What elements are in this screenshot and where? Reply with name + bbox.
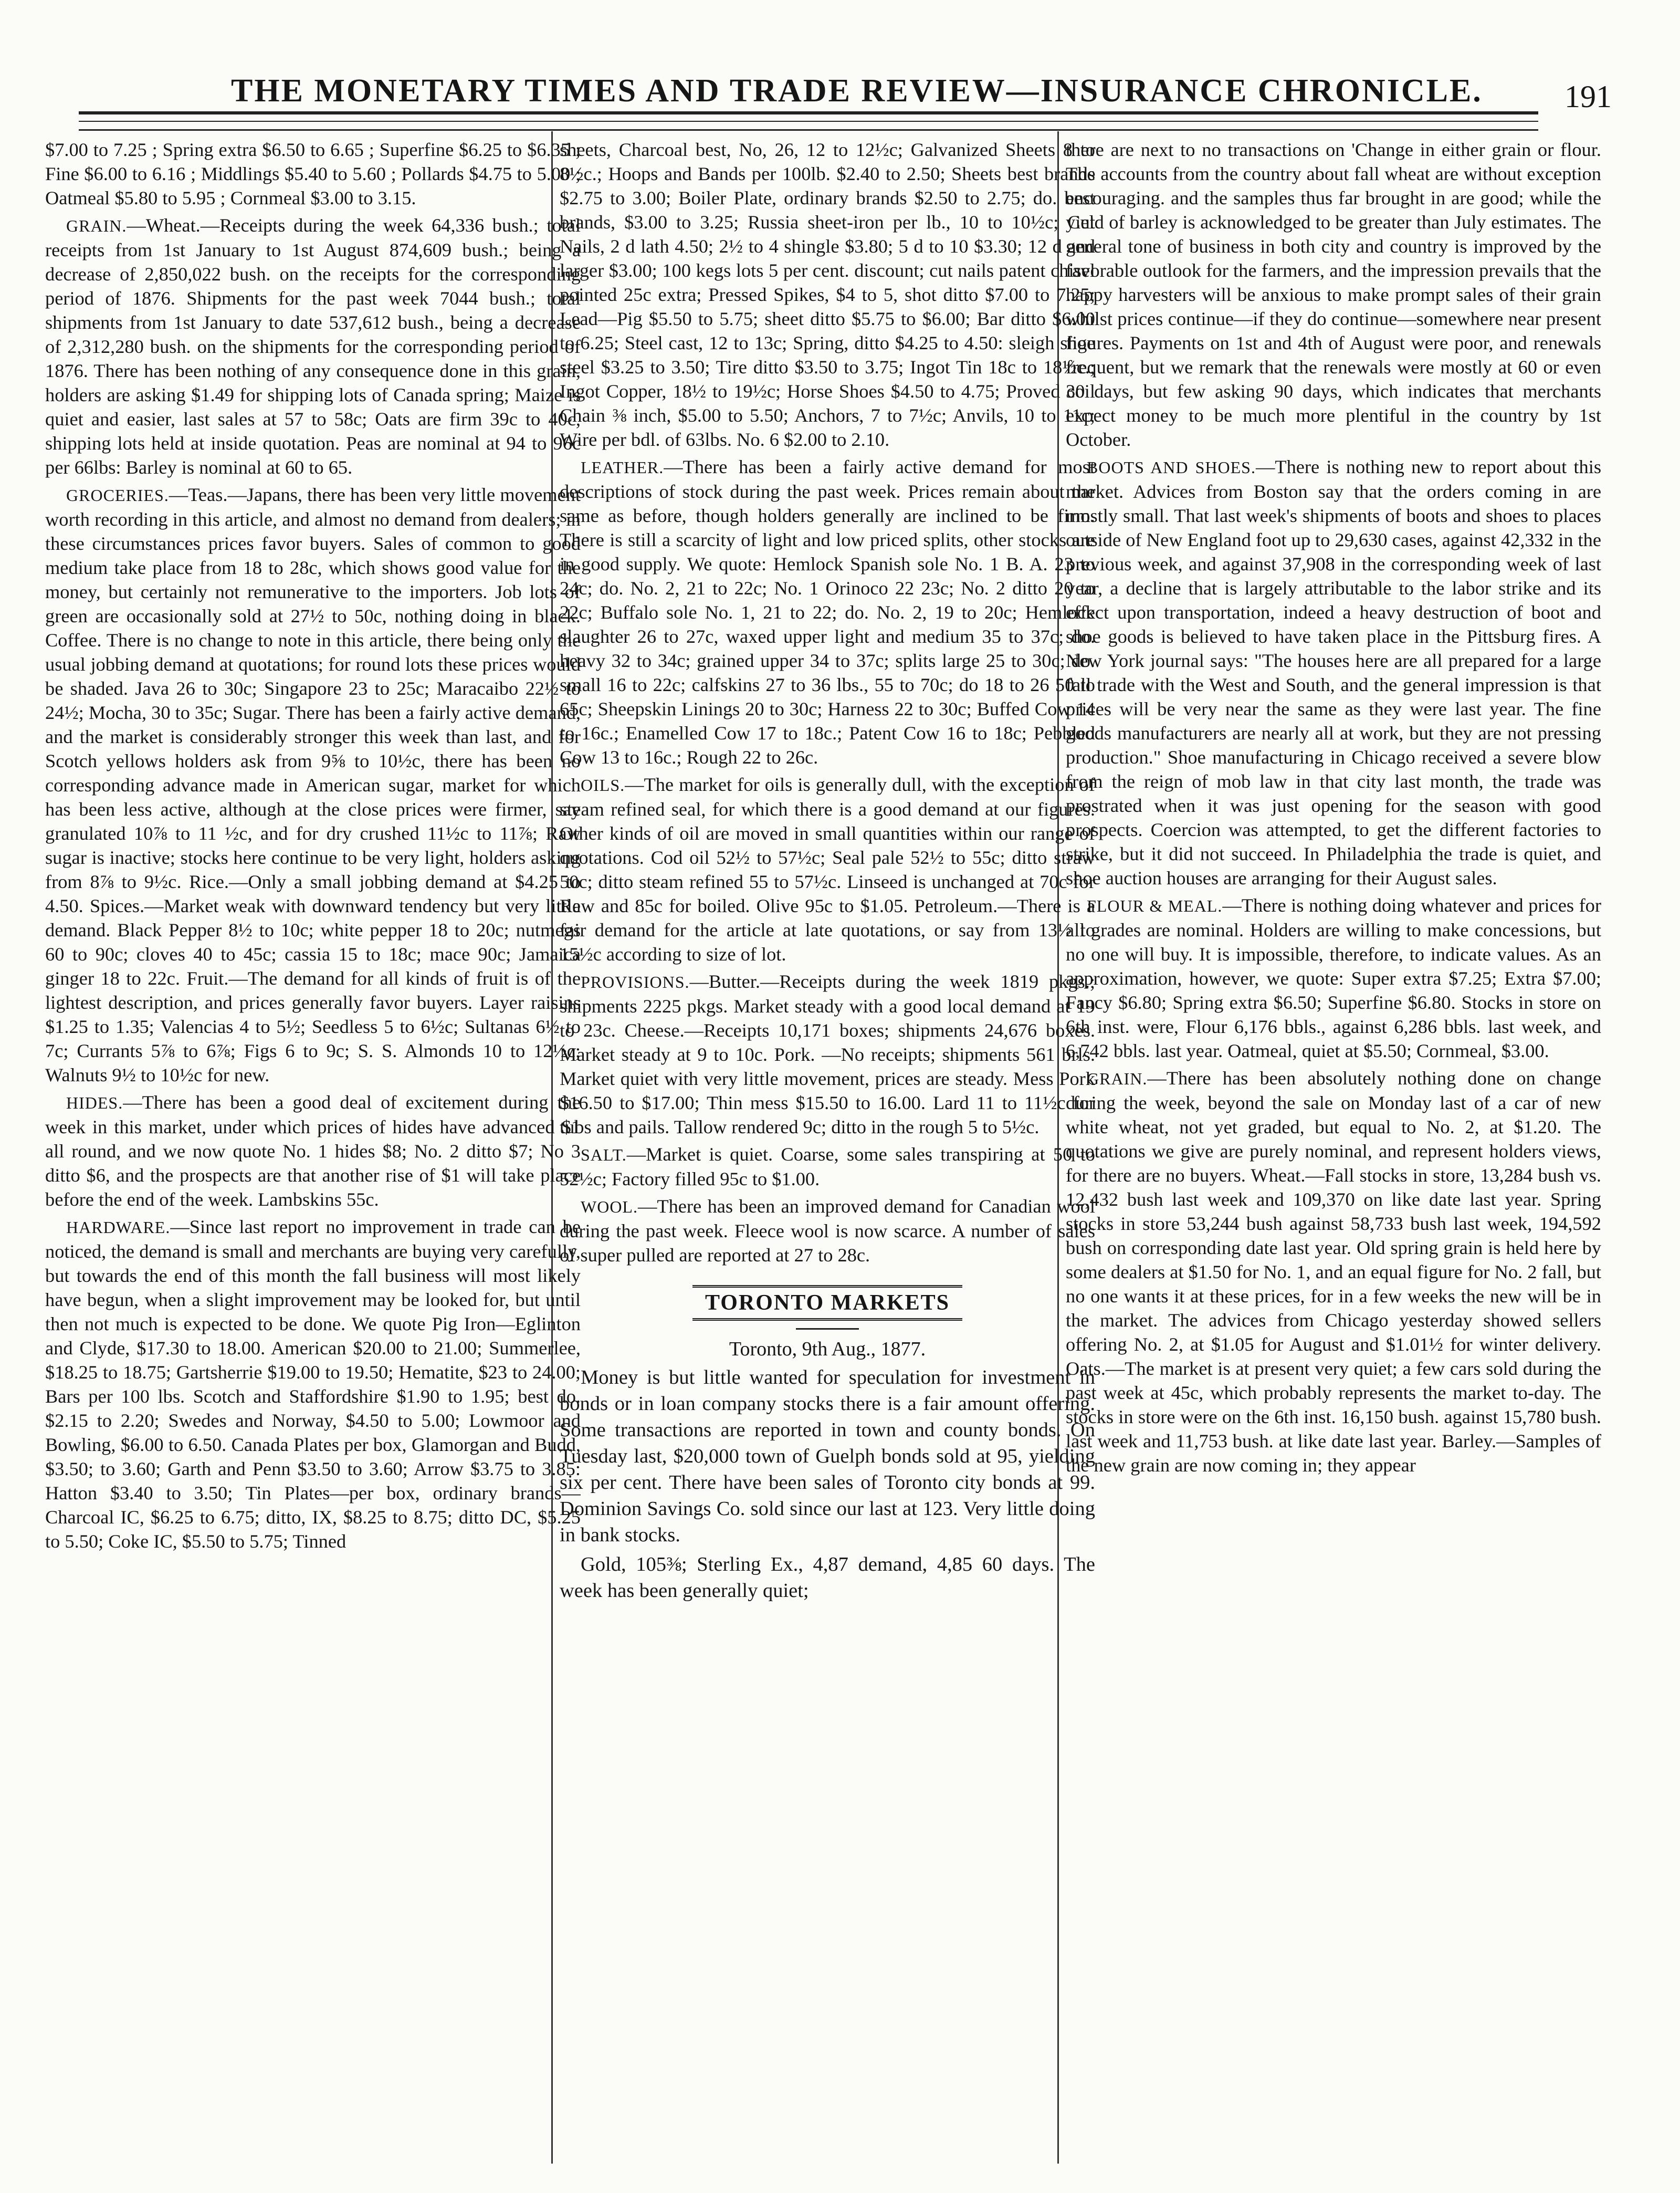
masthead-title: THE MONETARY TIMES AND TRADE REVIEW—INSURANCE CHRONICLE. [231, 73, 1483, 109]
section-lead-toronto-grain: GRAIN. [1087, 1069, 1148, 1088]
header-rule-thin [79, 121, 1538, 122]
provisions-section [560, 969, 1095, 1139]
toronto-markets-title: TORONTO MARKETS [692, 1285, 962, 1321]
boots-shoes-section [1066, 455, 1601, 890]
flour-meal-section [1066, 893, 1601, 1063]
column-2 [560, 138, 1095, 2175]
hardware-continued: sheets, Charcoal best, No, 26, 12 to 12½c; Galvanized Sheets 8 to 8½c.; Hoops and Bands per 100lb. $2.40 to 2.50; Sheets best brands $2.75 to 3.00; Boiler Plate, ordinary brands $2.50 to 2.75; do. best brands, $3.00 to 3.25; Russia sheet-iron per lb., 10 to 10½c; Cut Nails, 2 d lath 4.50; 2½ to 4 shingle $3.80; 5 d to 10 $3.30; 12 d and larger $3.00; 100 kegs lots 5 per cent. discount; cut nails patent chisel pointed 25c extra; Pressed Spikes, $4 to 5, shot ditto $7.00 to 7.25; Lead—Pig $5.50 to 5.75; sheet ditto $5.75 to $6.00; Bar ditto $6.00 to 6.25; Steel cast, 12 to 13c; Spring, ditto $4.25 to 4.50: sleigh shoe steel $3.25 to 3.50; Tire ditto $3.50 to 3.75; Ingot Tin 18c to 18½c.; Ingot Copper, 18½ to 19½c; Horse Shoes $4.50 to 4.75; Proved coil Chain ⅜ inch, $5.00 to 5.50; Anchors, 7 to 7½c; Anvils, 10 to 11c; Wire per bdl. of 63lbs. No. 6 $2.00 to 2.10. [560, 139, 1095, 450]
section-lead-groceries: GROCERIES. [66, 486, 169, 505]
hardware-section [45, 1215, 581, 1553]
provisions-text: —Butter.—Receipts during the week 1819 pkgs.; shipments 2225 pkgs. Market steady with a good local demand at 19 to 23c. Cheese.—Receipts 10,171 boxes; shipments 24,676 boxes. Market steady at 9 to 10c. Pork. —No receipts; shipments 561 brls. Market quiet with very little movement, prices are steady. Mess Pork $16.50 to $17.00; Thin mess $15.50 to 16.00. Lard 11 to 11½c for tubs and pails. Tallow rendered 9c; ditto in the rough 5 to 5½c. [560, 971, 1095, 1137]
section-lead-salt: SALT. [581, 1145, 627, 1164]
toronto-money-market [560, 1364, 1095, 1604]
toronto-markets-heading [560, 1285, 1095, 1321]
section-lead-provisions: PROVISIONS. [581, 973, 690, 991]
section-lead-boots-shoes: BOOTS AND SHOES. [1087, 458, 1256, 477]
gold-paragraph: Gold, 105⅜; Sterling Ex., 4,87 demand, 4,85 60 days. The week has been generally quiet; [560, 1553, 1095, 1602]
oils-text: —The market for oils is generally dull, with the exception of steam refined seal, for which there is a good demand at our figures. Other kinds of oil are moved in small quantities within our range of quotations. Cod oil 52½ to 57½c; Seal pale 52½ to 55c; ditto straw 50c; ditto steam refined 55 to 57½c. Linseed is unchanged at 70c for Raw and 85c for boiled. Olive 95c to $1.05. Petroleum.—There is a fair demand for the article at late quotations, or say from 13½ to 15½c according to size of lot. [560, 774, 1095, 965]
toronto-grain-section [1066, 1066, 1601, 1477]
column-3 [1066, 138, 1601, 2175]
section-lead-hides: HIDES. [66, 1093, 123, 1112]
flour-prices-continued: $7.00 to 7.25 ; Spring extra $6.50 to 6.65 ; Superfine $6.25 to $6.35 ; Fine $6.00 to 6.16 ; Middlings $5.40 to 5.60 ; Pollards $4.75 to 5.00 ; Oatmeal $5.80 to 5.95 ; Cornmeal $3.00 to 3.15. [45, 139, 581, 208]
toronto-markets-date: Toronto, 9th Aug., 1877. [729, 1338, 926, 1360]
leather-text: —There has been a fairly active demand for most descriptions of stock during the past week. Prices remain about the same as before, though holders generally are inclined to be firm. There is still a scarcity of light and low priced splits, other stocks are in good supply. We quote: Hemlock Spanish sole No. 1 B. A. 23 to 24c; do. No. 2, 21 to 22c; No. 1 Orinoco 22 23c; No. 2 ditto 20 to 22c; Buffalo sole No. 1, 21 to 22; do. No. 2, 19 to 20c; Hemlock slaughter 26 to 27c, waxed upper light and medium 35 to 37c; do. heavy 32 to 34c; grained upper 34 to 37c; splits large 25 to 30c; do. small 16 to 22c; calfskins 27 to 36 lbs., 55 to 70c; do 18 to 26 50 to 65c; Sheepskin Linings 20 to 30c; Harness 22 to 30c; Buffed Cow 14 to 16c.; Enamelled Cow 17 to 18c.; Patent Cow 16 to 18c; Pebbled Cow 13 to 16c.; Rough 22 to 26c. [560, 456, 1095, 768]
header-rule-thick [79, 111, 1538, 114]
section-lead-wool: WOOL. [581, 1197, 638, 1216]
groceries-text: —Teas.—Japans, there has been very little movement worth recording in this article, and almost no demand from dealers; in these circumstances prices favor buyers. Sales of common to good medium take place from 18 to 28c, which shows good value for the money, but certainly not remunerative to the importers. Job lots of green are occasionally sold at 27½ to 50c, nothing doing in black. Coffee. There is no change to note in this article, there being only the usual jobbing demand at quotations; for round lots these prices would be shaded. Java 26 to 30c; Singapore 23 to 25c; Maracaibo 22½ to 24½; Mocha, 30 to 35c; Sugar. There has been a fairly active demand, and the market is considerably stronger this week than last, and for Scotch yellows holders ask from 9⅝ to 10½c, there has been no corresponding advance made in American sugar, market for which has been less active, although at the close prices were firmer, say granulated 10⅞ to 11 ½c, and for dry crushed 11½c to 11⅞; Raw sugar is inactive; stocks here continue to be very light, holders asking from 8⅞ to 9½c. Rice.—Only a small jobbing demand at $4.25 to 4.50. Spices.—Market weak with downward tendency but very little demand. Black Pepper 8½ to 10c; white pepper 18 to 20c; nutmegs 60 to 90c; cloves 40 to 45c; cassia 15 to 18c; mace 90c; Jamaica ginger 18 to 22c. Fruit.—The demand for all kinds of fruit is of the lightest description, and prices generally favor buyers. Layer raisins $1.25 to 1.35; Valencias 4 to 5½; Seedless 5 to 6½c; Sultanas 6½ to 7c; Currants 5⅞ to 6⅞; Figs 6 to 9c; S. S. Almonds 10 to 12½c; Walnuts 9½ to 10½c for new. [45, 484, 581, 1085]
wool-section [560, 1194, 1095, 1267]
flour-meal-text: —There is nothing doing whatever and prices for all grades are nominal. Holders are willing to make concessions, but no one will buy. It is impossible, therefore, to indicate values. As an approximation, however, we quote: Super extra $7.25; Extra $7.00; Fancy $6.80; Spring extra $6.50; Superfine $6.80. Stocks in store on 6th inst. were, Flour 6,176 bbls., against 6,286 bbls. last week, and 6,742 bbls. last year. Oatmeal, quiet at $5.50; Cornmeal, $3.00. [1066, 895, 1601, 1061]
grain-text: —Wheat.—Receipts during the week 64,336 bush.; total receipts from 1st January to 1st August 874,609 bush.; being a decrease of 2,850,022 bush. on the receipts for the corresponding period of 1876. Shipments for the past week 7044 bush.; total shipments from 1st January to date 537,612 bush., being a decrease of 2,312,280 bush. on the shipments for the corresponding period of 1876. There has been nothing of any consequence done in this grain, holders are asking $1.49 for shipping lots of Canada spring; Maize is quiet and easier, last sales at 57 to 58c; Oats are firm 39c to 40c, shipping lots held at inside quotation. Peas are nominal at 94 to 96c per 66lbs: Barley is nominal at 60 to 65. [45, 215, 581, 478]
section-lead-leather: LEATHER. [581, 458, 664, 477]
page-number: 191 [1564, 79, 1612, 114]
toronto-grain-text: —There has been absolutely nothing done on change during the week, beyond the sale on Monday last of a car of new white wheat, not yet graded, but equal to No. 2, at $1.20. The quotations we give are purely nominal, and represent holders views, for there are no buyers. Wheat.—Fall stocks in store, 13,284 bush vs. 12,432 bush last week and 109,370 on like date last year. Spring stocks in store 53,244 bush against 58,733 bush last week, 194,592 bush on corresponding date last year. Old spring grain is held here by some dealers at $1.50 for No. 1, and an equal figure for No. 2 fall, but no one wants it at these prices, for in a few weeks the new will be in the market. The advices from Chicago yesterday showed sellers offering No. 2, at $1.05 for August and $1.01½ for winter delivery. Oats.—The market is at present very quiet; a few cars sold during the past week at 45c, which probably represents the market to-day. The stocks in store were on the 6th inst. 16,150 bush. against 15,780 bush. last week and 11,753 bush. at like date last year. Barley.—Samples of the new grain are now coming in; they appear [1066, 1068, 1601, 1476]
section-lead-oils: OILS. [581, 776, 625, 795]
hardware-text: —Since last report no improvement in trade can be noticed, the demand is small and merchants are buying very carefully, but towards the end of this month the fall business will most likely have begun, when a slight improvement may be looked for, but until then not much is expected to be done. We quote Pig Iron—Eglinton and Clyde, $17.30 to 18.00. American $20.00 to 21.00; Summerlee, $18.25 to 18.75; Gartsherrie $19.00 to 19.50; Hematite, $23 to 24.00; Bars per 100 lbs. Scotch and Staffordshire $1.90 to 1.95; best do. $2.15 to 2.20; Swedes and Norway, $4.50 to 5.00; Lowmoor and Bowling, $6.00 to 6.50. Canada Plates per box, Glamorgan and Budd, $3.50; to 3.60; Garth and Penn $3.50 to 3.60; Arrow $3.75 to 3.85: Hatton $3.40 to 3.50; Tin Plates—per box, ordinary brands—Charcoal IC, $6.25 to 6.75; ditto, IX, $8.25 to 8.75; ditto DC, $5.25 to 5.50; Coke IC, $5.50 to 5.75; Tinned [45, 1216, 581, 1552]
column-1 [45, 138, 581, 2175]
oils-section [560, 772, 1095, 966]
section-lead-grain: GRAIN. [66, 216, 127, 235]
wool-text: —There has been an improved demand for Canadian wool during the past week. Fleece wool is now scarce. A number of sales of super pulled are reported at 27 to 28c. [560, 1196, 1095, 1266]
leather-section [560, 455, 1095, 769]
salt-section [560, 1142, 1095, 1191]
hides-section [45, 1090, 581, 1212]
heading-dash [796, 1328, 859, 1330]
grain-section [45, 213, 581, 479]
money-paragraph: Money is but little wanted for speculation for investment in bonds or in loan company stocks there is a fair amount offering. Some transactions are reported in town and county bonds. On Tuesday last, $20,000 town of Guelph bonds sold at 95, yielding six per cent. There have been sales of Toronto city bonds at 99. Dominion Savings Co. sold since our last at 123. Very little doing in bank stocks. [560, 1366, 1095, 1546]
salt-text: —Market is quiet. Coarse, some sales transpiring at 50 to 52½c; Factory filled 95c to $1.00. [560, 1144, 1095, 1189]
hides-text: —There has been a good deal of excitement during the week in this market, under which prices of hides have advanced $1 all round, and we now quote No. 1 hides $8; No. 2 ditto $7; No 3 ditto $6, and the prospects are that another rise of $1 will take place before the end of the week. Lambskins 55c. [45, 1092, 581, 1210]
section-lead-flour-meal: FLOUR & MEAL. [1087, 896, 1223, 915]
groceries-section [45, 483, 581, 1087]
boots-shoes-text: —There is nothing new to report about this market. Advices from Boston say that the orders coming in are mostly small. That last week's shipments of boots and shoes to places outside of New England foot up to 29,630 cases, against 42,332 in the previous week, and against 37,908 in the corresponding week of last year, a decline that is largely attributable to the labor strike and its effect upon transportation, indeed a heavy destruction of boot and shoe goods is believed to have taken place in the Pittsburg fires. A New York journal says: "The houses here are all prepared for a large fall trade with the West and South, and the general impression is that prices will be very near the same as they were last year. The fine goods manufacturers are nearly all at work, but they are not pressing production." Shoe manufacturing in Chicago received a severe blow from the reign of mob law in that city last month, the trade was prostrated when it was just opening for the season with good prospects. Coercion was attempted, to get the different factories to strike, but it did not succeed. In Philadelphia the trade is quiet, and shoe auction houses are arranging for their August sales. [1066, 456, 1601, 889]
header-rule-bottom [79, 129, 1538, 131]
section-lead-hardware: HARDWARE. [66, 1218, 171, 1237]
money-market-continued: there are next to no transactions on 'Change in either grain or flour. The accounts from the country about fall wheat are without exception encouraging. and the samples thus far brought in are good; while the yield of barley is acknowledged to be greater than July estimates. The general tone of business in both city and country is improved by the favorable outlook for the farmers, and the impression prevails that the happy harvesters will be anxious to make prompt sales of their grain whilst prices continue—if they do continue—somewhere near present figures. Payments on 1st and 4th of August were poor, and renewals frequent, but we remark that the renewals were mostly at 60 or even 30 days, but few asking 90 days, which indicates that merchants expect money to be much more plentiful in the country by 1st October. [1066, 139, 1601, 450]
